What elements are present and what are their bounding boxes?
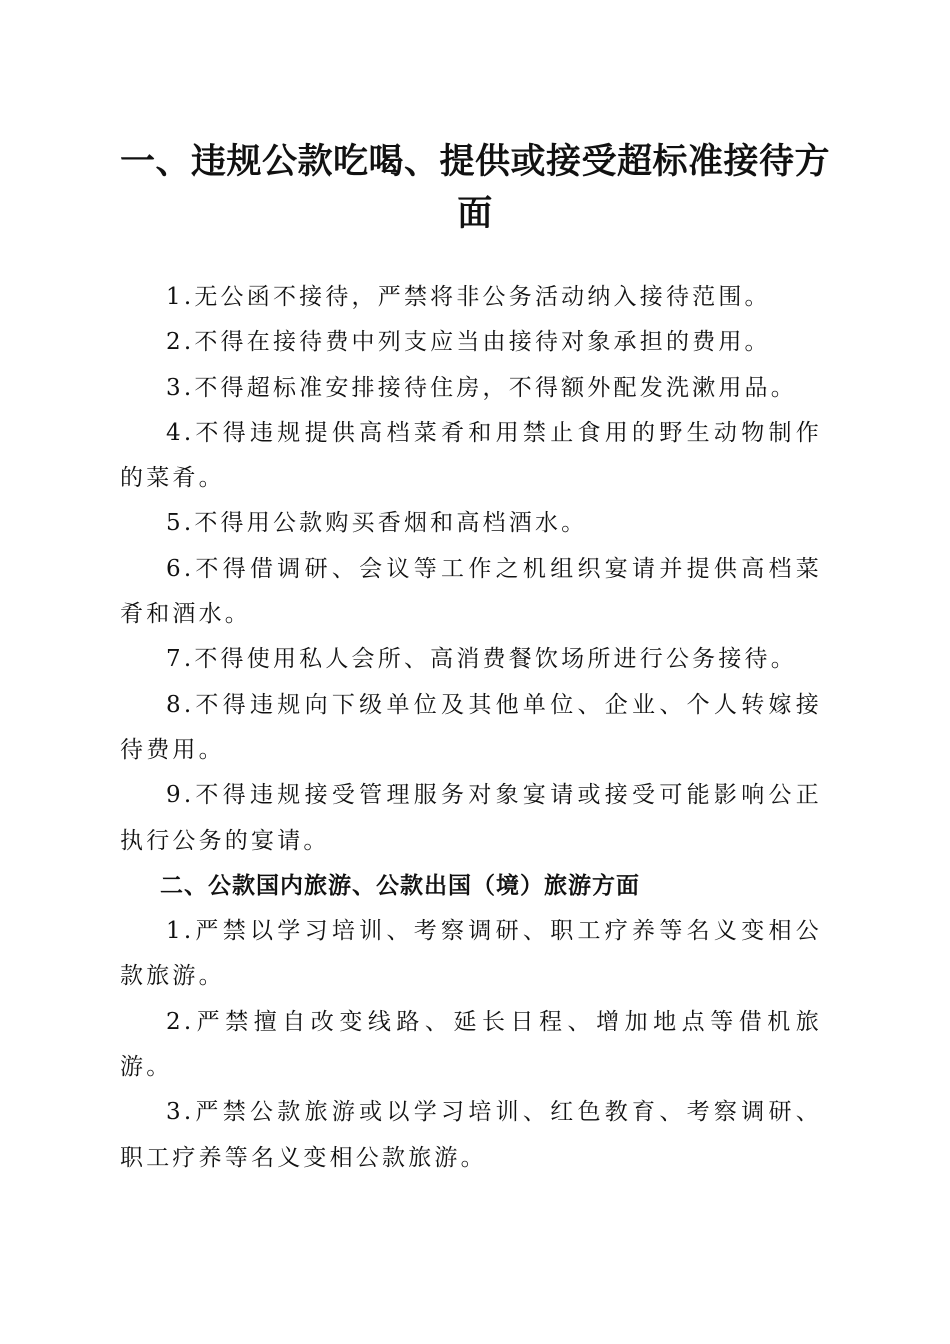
section1-item-9: 9.不得违规接受管理服务对象宴请或接受可能影响公正执行公务的宴请。 — [120, 782, 822, 854]
section2-item-1: 1.严禁以学习培训、考察调研、职工疗养等名义变相公款旅游。 — [120, 918, 822, 990]
document-body — [120, 275, 822, 1181]
section1-item-7: 7.不得使用私人会所、高消费餐饮场所进行公务接待。 — [166, 646, 797, 673]
section1-item-1: 1.无公函不接待，严禁将非公务活动纳入接待范围。 — [166, 284, 771, 310]
section1-item-3: 3.不得超标准安排接待住房，不得额外配发洗漱用品。 — [166, 374, 797, 401]
section2-heading: 二、公款国内旅游、公款出国（境）旅游方面 — [160, 872, 640, 899]
section2-item-3: 3.严禁公款旅游或以学习培训、红色教育、考察调研、职工疗养等名义变相公款旅游。 — [120, 1099, 822, 1171]
section1-item-5: 5.不得用公款购买香烟和高档酒水。 — [166, 510, 588, 537]
section1-item-4: 4.不得违规提供高档菜肴和用禁止食用的野生动物制作的菜肴。 — [120, 419, 822, 492]
section1-item-8: 8.不得违规向下级单位及其他单位、企业、个人转嫁接待费用。 — [120, 691, 822, 763]
document-title: 一、违规公款吃喝、提供或接受超标准接待方面 — [119, 142, 830, 234]
section1-item-6: 6.不得借调研、会议等工作之机组织宴请并提供高档菜肴和酒水。 — [120, 555, 822, 628]
section1-item-2: 2.不得在接待费中列支应当由接待对象承担的费用。 — [166, 329, 771, 356]
section2-item-2: 2.严禁擅自改变线路、延长日程、增加地点等借机旅游。 — [120, 1008, 822, 1081]
